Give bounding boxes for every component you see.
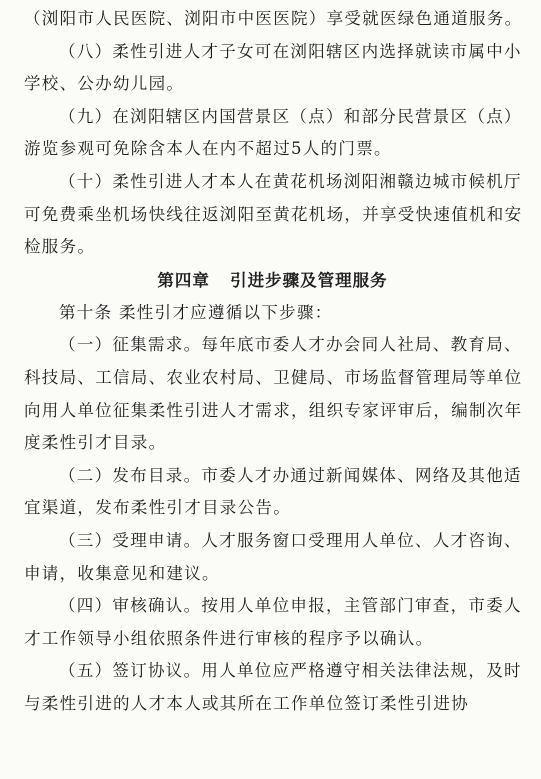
chapter-heading: 第四章 引进步骤及管理服务: [157, 270, 388, 290]
step-sign-agreement: （五）签订协议。用人单位应严格遵守相关法律法规，及时与柔性引进的人才本人或其所在工作单位签订柔性引进协: [24, 661, 522, 713]
step-accept-application: （三）受理申请。人才服务窗口受理用人单位、人才咨询、申请，收集意见和建议。: [24, 530, 522, 583]
paragraph-item-8: （八）柔性引进人才子女可在浏阳辖区内选择就读市属中小学校、公办幼儿园。: [24, 41, 522, 94]
step-review-confirm: （四）审核确认。按用人单位申报，主管部门审查，市委人才工作领导小组依照条件进行审核的程序予以确认。: [24, 596, 522, 648]
paragraph-item-9: （九）在浏阳辖区内国营景区（点）和部分民营景区（点）游览参观可免除含本人在内不超过5人的门票。: [24, 106, 522, 159]
article-10-heading: 第十条 柔性引才应遵循以下步骤：: [59, 302, 333, 322]
paragraph-item-10: （十）柔性引进人才本人在黄花机场浏阳湘赣边城市候机厅可免费乘坐机场快线往返浏阳至黄花机场，并享受快速值机和安检服务。: [24, 171, 523, 257]
paragraph-continuation: （浏阳市人民医院、浏阳市中医医院）享受就医绿色通道服务。: [24, 9, 523, 28]
step-collect-demand: （一）征集需求。每年底市委人才办会同人社局、教育局、科技局、工信局、农业农村局、卫健局、市场监督管理局等单位向用人单位征集柔性引进人才需求，组织专家评审后，编制次年度柔性引才目录。: [24, 335, 523, 453]
step-publish-catalog: （二）发布目录。市委人才办通过新闻媒体、网络及其他适宜渠道，发布柔性引才目录公告。: [24, 465, 522, 518]
